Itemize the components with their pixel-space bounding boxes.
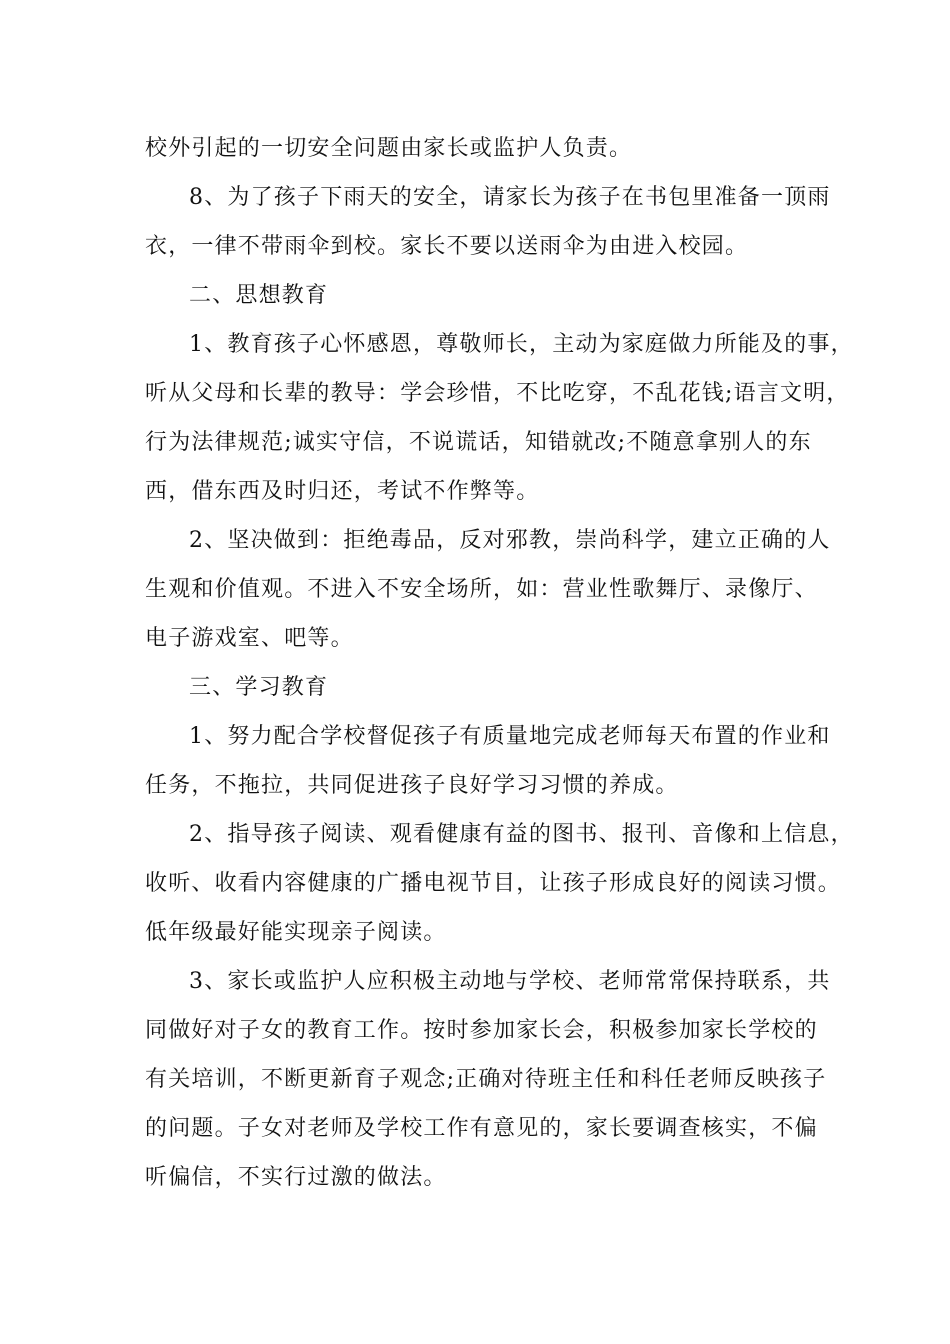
text-line: 校外引起的一切安全问题由家长或监护人负责。 — [145, 136, 633, 161]
text-line: 任务，不拖拉，共同促进孩子良好学习习惯的养成。 — [145, 773, 679, 798]
document-body — [145, 124, 854, 1202]
text-line: 西，借东西及时归还，考试不作弊等。 — [145, 479, 540, 504]
text-line: 1、教育孩子心怀感恩，尊敬师长，主动为家庭做力所能及的事， — [189, 332, 854, 357]
text-line: 8、为了孩子下雨天的安全，请家长为孩子在书包里准备一顶雨 — [189, 185, 831, 210]
text-line: 同做好对子女的教育工作。按时参加家长会，积极参加家长学校的 — [145, 1018, 818, 1043]
text-line: 2、坚决做到：拒绝毒品，反对邪教，崇尚科学，建立正确的人 — [189, 528, 831, 553]
section-heading: 三、学习教育 — [189, 675, 329, 700]
text-line: 有关培训，不断更新育子观念;正确对待班主任和科任老师反映孩子 — [145, 1067, 827, 1092]
text-line: 2、指导孩子阅读、观看健康有益的图书、报刊、音像和上信息， — [189, 822, 854, 847]
text-line: 行为法律规范;诚实守信，不说谎话，知错就改;不随意拿别人的东 — [145, 430, 812, 455]
text-line: 1、努力配合学校督促孩子有质量地完成老师每天布置的作业和 — [189, 724, 831, 749]
text-line: 生观和价值观。不进入不安全场所，如：营业性歌舞厅、录像厅、 — [145, 577, 818, 602]
text-line: 电子游戏室、吧等。 — [145, 626, 354, 651]
text-line: 听偏信，不实行过激的做法。 — [145, 1165, 447, 1190]
text-line: 低年级最好能实现亲子阅读。 — [145, 920, 447, 945]
section-heading: 二、思想教育 — [189, 283, 329, 308]
text-line: 3、家长或监护人应积极主动地与学校、老师常常保持联系，共 — [189, 969, 831, 994]
text-line: 收听、收看内容健康的广播电视节目，让孩子形成良好的阅读习惯。 — [145, 871, 842, 896]
text-line: 衣，一律不带雨伞到校。家长不要以送雨伞为由进入校园。 — [145, 234, 749, 259]
text-line: 的问题。子女对老师及学校工作有意见的，家长要调查核实，不偏 — [145, 1116, 818, 1141]
text-line: 听从父母和长辈的教导：学会珍惜，不比吃穿，不乱花钱;语言文明， — [145, 381, 850, 406]
